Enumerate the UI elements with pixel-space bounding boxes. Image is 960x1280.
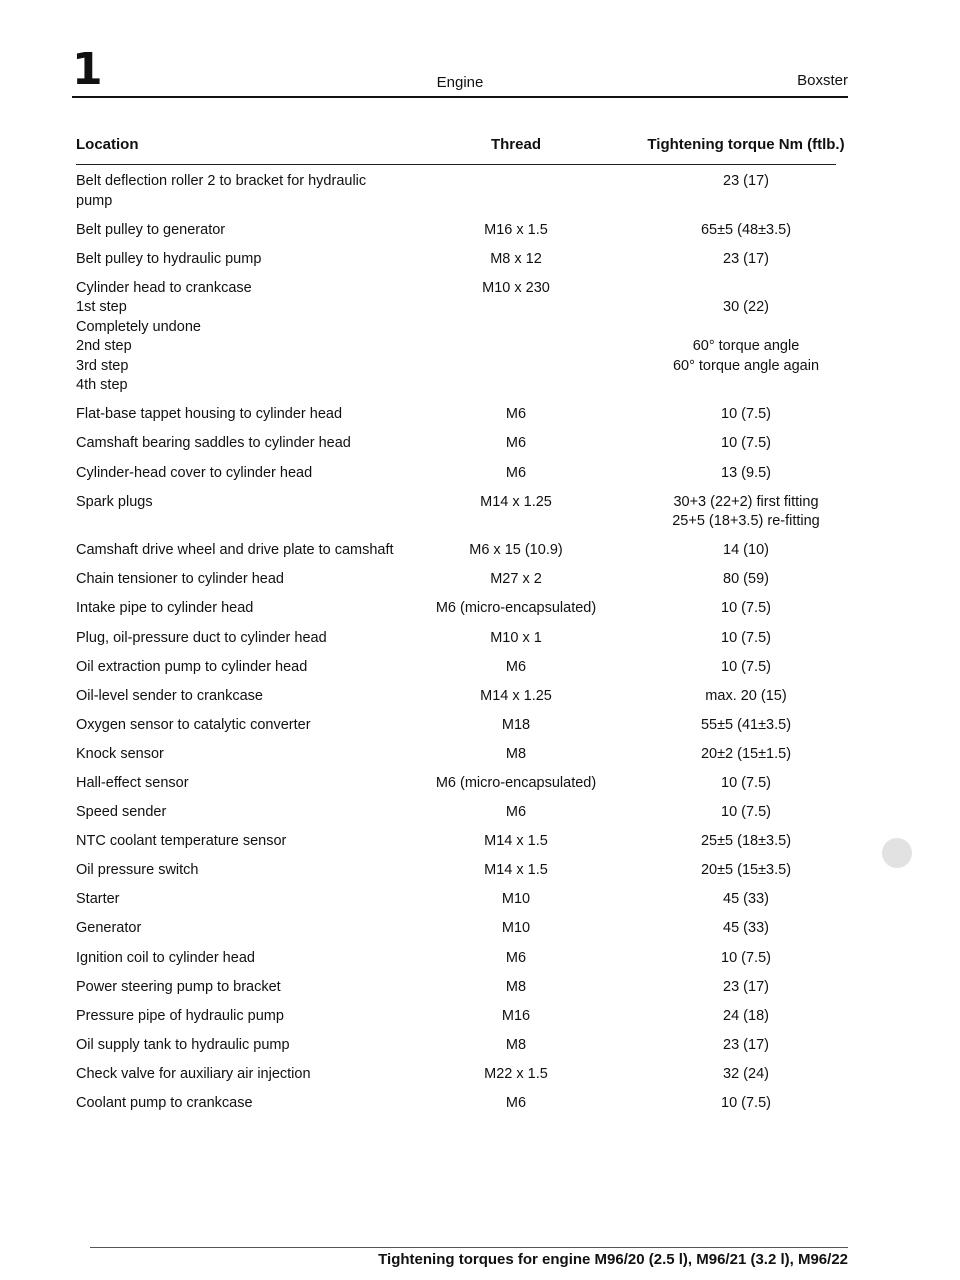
- cell-location: [76, 405, 421, 425]
- cell-location-line: Cylinder-head cover to cylinder head: [76, 464, 313, 481]
- cell-torque-line: 23 (17): [723, 978, 769, 995]
- cell-location: [76, 221, 421, 241]
- table-row: [76, 803, 836, 823]
- cell-location-line: Oil supply tank to hydraulic pump: [76, 1036, 290, 1053]
- cell-thread: [416, 803, 616, 823]
- cell-location-line: Power steering pump to bracket: [76, 978, 281, 995]
- cell-torque-line: 23 (17): [723, 1036, 769, 1053]
- table-row: [76, 745, 836, 765]
- table-row: [76, 464, 836, 484]
- cell-torque: [621, 464, 871, 484]
- cell-torque-line: 24 (18): [723, 1007, 769, 1024]
- model-name: Boxster: [797, 72, 848, 89]
- cell-thread-line: M16 x 1.5: [484, 221, 548, 238]
- table-row: [76, 279, 836, 396]
- cell-location: [76, 1036, 421, 1056]
- table-row: [76, 687, 836, 707]
- cell-thread: [416, 716, 616, 736]
- cell-location: [76, 978, 421, 998]
- cell-torque-line: 20±2 (15±1.5): [700, 745, 792, 762]
- cell-thread: [416, 774, 616, 794]
- cell-thread: [416, 279, 616, 299]
- cell-location: [76, 658, 421, 678]
- cell-torque-line: 14 (10): [723, 542, 769, 559]
- cell-thread: [416, 493, 616, 513]
- cell-thread: [416, 464, 616, 484]
- page-header: [72, 44, 848, 98]
- table-row: [76, 221, 836, 241]
- cell-torque: [621, 861, 871, 881]
- cell-thread: [416, 745, 616, 765]
- cell-thread-line: M8: [505, 745, 527, 762]
- cell-location: [76, 1094, 421, 1114]
- cell-location-line: [76, 512, 421, 532]
- cell-thread-line: M10 x 1: [490, 629, 542, 646]
- table-row: [76, 919, 836, 939]
- cell-location-line: Completely undone: [76, 318, 201, 335]
- cell-location-line: Hall-effect sensor: [76, 775, 189, 791]
- cell-torque: [621, 919, 871, 939]
- cell-torque: [621, 493, 871, 532]
- header-rule: [72, 96, 848, 98]
- cell-thread-line: M6: [505, 464, 527, 481]
- table-row: [76, 890, 836, 910]
- cell-thread-line: M10 x 230: [482, 279, 550, 296]
- cell-torque-line: 80 (59): [723, 571, 769, 588]
- cell-torque-line: 10 (7.5): [721, 1095, 771, 1112]
- cell-location-line: Oxygen sensor to catalytic converter: [76, 716, 311, 733]
- cell-torque: [621, 687, 871, 707]
- cell-location-line: Cylinder head to crankcase: [76, 279, 252, 296]
- cell-location: [76, 890, 421, 910]
- cell-location-line: Knock sensor: [76, 745, 164, 762]
- table-row: [76, 774, 836, 794]
- cell-torque: [621, 405, 871, 425]
- cell-thread-line: M6: [505, 804, 527, 821]
- cell-thread-line: M6: [505, 658, 527, 675]
- cell-torque: [621, 949, 871, 969]
- cell-torque: [621, 978, 871, 998]
- cell-location-line: Oil extraction pump to cylinder head: [76, 658, 308, 675]
- cell-thread: [416, 658, 616, 678]
- column-header-thread: Thread: [490, 136, 541, 153]
- cell-location-line: Belt deflection roller 2 to bracket for hydraulic: [76, 173, 367, 189]
- cell-torque: [621, 1007, 871, 1027]
- cell-thread-line: M6: [505, 435, 527, 452]
- cell-thread: [416, 978, 616, 998]
- cell-thread-line: M8: [505, 978, 527, 995]
- cell-torque-line: max. 20 (15): [705, 687, 787, 704]
- table-row: [76, 629, 836, 649]
- cell-thread: [416, 890, 616, 910]
- cell-torque-line: 30 (22): [723, 299, 769, 316]
- cell-location-line: Starter: [76, 891, 120, 908]
- cell-torque: [621, 1094, 871, 1114]
- cell-location-line: Intake pipe to cylinder head: [76, 600, 254, 617]
- cell-location-line: Generator: [76, 920, 142, 937]
- cell-thread: [416, 434, 616, 454]
- table-row: [76, 493, 836, 532]
- cell-thread-line: M6: [505, 1095, 527, 1112]
- cell-location-line: Check valve for auxiliary air injection: [76, 1065, 311, 1082]
- cell-thread-line: M14 x 1.5: [484, 833, 548, 850]
- cell-location-line: pump: [76, 192, 113, 209]
- cell-torque: [621, 434, 871, 454]
- cell-location: [76, 434, 421, 454]
- cell-location: [76, 172, 421, 211]
- cell-torque: [621, 250, 871, 270]
- cell-torque-line: 25±5 (18±3.5): [700, 833, 792, 850]
- cell-thread-line: M14 x 1.25: [480, 687, 552, 704]
- cell-location-line: 1st step: [76, 299, 127, 316]
- cell-location: [76, 570, 421, 590]
- cell-thread: [416, 541, 616, 561]
- cell-thread-line: M6 x 15 (10.9): [469, 542, 563, 559]
- cell-torque: [621, 745, 871, 765]
- cell-thread: [416, 949, 616, 969]
- table-row: [76, 405, 836, 425]
- cell-torque: [621, 774, 871, 794]
- cell-thread: [416, 250, 616, 270]
- cell-thread: [416, 832, 616, 852]
- table-row: [76, 172, 836, 211]
- cell-torque: [621, 803, 871, 823]
- cell-thread: [416, 1065, 616, 1085]
- cell-torque-line: 10 (7.5): [721, 775, 771, 791]
- cell-torque: [621, 832, 871, 852]
- cell-location: [76, 279, 421, 396]
- cell-location-line: Flat-base tappet housing to cylinder head: [76, 406, 343, 423]
- cell-thread-line: M14 x 1.5: [484, 862, 548, 879]
- cell-thread: [416, 861, 616, 881]
- cell-thread-line: M6 (micro-encapsulated): [435, 600, 597, 617]
- table-row: [76, 599, 836, 619]
- cell-location-line: Oil pressure switch: [76, 862, 199, 879]
- cell-thread: [416, 687, 616, 707]
- cell-location-line: Belt pulley to hydraulic pump: [76, 250, 262, 267]
- cell-torque-line: 10 (7.5): [721, 949, 771, 966]
- cell-location-line: Coolant pump to crankcase: [76, 1095, 253, 1112]
- cell-thread: [416, 1007, 616, 1027]
- cell-thread: [416, 221, 616, 241]
- cell-thread-line: M22 x 1.5: [484, 1065, 548, 1082]
- cell-torque-line: 13 (9.5): [721, 464, 771, 481]
- cell-torque: [621, 570, 871, 590]
- cell-torque: [621, 221, 871, 241]
- table-header: [76, 136, 845, 164]
- cell-torque: [621, 890, 871, 910]
- cell-thread-line: M16: [501, 1007, 531, 1024]
- cell-torque: [621, 1065, 871, 1085]
- table-row: [76, 1036, 836, 1056]
- table-row: [76, 541, 836, 561]
- cell-location-line: 3rd step: [76, 357, 129, 374]
- cell-torque-line: 10 (7.5): [721, 600, 771, 617]
- footer-rule: [90, 1247, 848, 1248]
- cell-thread-line: M8: [505, 1036, 527, 1053]
- cell-torque: [621, 279, 871, 377]
- torque-table: [76, 136, 845, 1123]
- cell-location-line: Pressure pipe of hydraulic pump: [76, 1007, 284, 1024]
- cell-location-line: Oil-level sender to crankcase: [76, 687, 263, 704]
- cell-location-line: Speed sender: [76, 804, 167, 821]
- table-row: [76, 658, 836, 678]
- cell-location: [76, 541, 421, 561]
- header-divider: [76, 164, 836, 165]
- cell-location: [76, 599, 421, 619]
- cell-torque-line: 60° torque angle: [692, 338, 800, 355]
- cell-location: [76, 1065, 421, 1085]
- cell-location: [76, 629, 421, 649]
- cell-torque-line: [621, 279, 871, 299]
- cell-location: [76, 493, 421, 532]
- cell-location-line: NTC coolant temperature sensor: [76, 833, 287, 850]
- chapter-number: 1: [72, 44, 103, 95]
- cell-thread: [416, 405, 616, 425]
- table-row: [76, 832, 836, 852]
- cell-torque: [621, 599, 871, 619]
- cell-thread: [416, 570, 616, 590]
- cell-location-line: 2nd step: [76, 338, 132, 355]
- cell-torque-line: 10 (7.5): [721, 435, 771, 452]
- cell-location-line: Spark plugs: [76, 493, 153, 510]
- cell-location-line: Belt pulley to generator: [76, 221, 226, 238]
- cell-torque-line: 45 (33): [723, 920, 769, 937]
- cell-thread-line: M6: [505, 406, 527, 423]
- cell-torque: [621, 172, 871, 192]
- table-row: [76, 1094, 836, 1114]
- column-header-location: Location: [76, 136, 139, 153]
- cell-thread: [416, 629, 616, 649]
- cell-torque-line: 65±5 (48±3.5): [700, 221, 792, 238]
- cell-location-line: Camshaft drive wheel and drive plate to camshaft: [76, 542, 394, 559]
- cell-thread: [416, 1094, 616, 1114]
- cell-torque-line: 10 (7.5): [721, 406, 771, 423]
- cell-torque: [621, 658, 871, 678]
- table-row: [76, 949, 836, 969]
- cell-torque-line: 60° torque angle again: [672, 357, 820, 374]
- cell-location: [76, 832, 421, 852]
- cell-location: [76, 464, 421, 484]
- cell-torque-line: [621, 318, 871, 338]
- cell-location-line: Ignition coil to cylinder head: [76, 949, 255, 966]
- table-row: [76, 1065, 836, 1085]
- cell-location-line: Camshaft bearing saddles to cylinder head: [76, 435, 351, 452]
- cell-thread-line: M10: [501, 920, 531, 937]
- cell-thread-line: M6 (micro-encapsulated): [435, 775, 597, 791]
- table-row: [76, 1007, 836, 1027]
- cell-thread-line: M14 x 1.25: [480, 493, 552, 510]
- cell-location: [76, 949, 421, 969]
- cell-torque-line: 23 (17): [723, 250, 769, 267]
- cell-torque-line: 20±5 (15±3.5): [700, 862, 792, 879]
- table-body: [76, 172, 836, 1114]
- cell-thread: [416, 919, 616, 939]
- cell-location: [76, 919, 421, 939]
- cell-location: [76, 803, 421, 823]
- table-row: [76, 978, 836, 998]
- cell-location: [76, 774, 421, 794]
- cell-location: [76, 745, 421, 765]
- table-row: [76, 434, 836, 454]
- cell-thread-line: M10: [501, 891, 531, 908]
- cell-torque-line: 23 (17): [723, 173, 769, 189]
- cell-torque-line: 25+5 (18+3.5) re-fitting: [672, 513, 820, 530]
- cell-thread-line: M8 x 12: [490, 250, 542, 267]
- section-title: Engine: [436, 74, 484, 91]
- cell-torque-line: 10 (7.5): [721, 658, 771, 675]
- footer-title: Tightening torques for engine M96/20 (2.5 l), M96/21 (3.2 l), M96/22: [378, 1251, 848, 1268]
- cell-location-line: Chain tensioner to cylinder head: [76, 571, 284, 588]
- cell-torque: [621, 629, 871, 649]
- cell-torque: [621, 716, 871, 736]
- cell-thread: [416, 599, 616, 619]
- cell-thread-line: M6: [505, 949, 527, 966]
- table-row: [76, 861, 836, 881]
- cell-torque: [621, 541, 871, 561]
- table-row: [76, 570, 836, 590]
- cell-torque-line: 32 (24): [723, 1065, 769, 1082]
- cell-location: [76, 716, 421, 736]
- cell-torque-line: 10 (7.5): [721, 804, 771, 821]
- cell-thread-line: M18: [501, 716, 531, 733]
- cell-torque: [621, 1036, 871, 1056]
- cell-torque-line: 45 (33): [723, 891, 769, 908]
- cell-location-line: Plug, oil-pressure duct to cylinder head: [76, 629, 327, 646]
- cell-location: [76, 1007, 421, 1027]
- cell-thread: [416, 1036, 616, 1056]
- cell-torque-line: 10 (7.5): [721, 629, 771, 646]
- column-header-torque: Tightening torque Nm (ftlb.): [647, 136, 845, 153]
- cell-torque-line: 30+3 (22+2) first fitting: [673, 493, 819, 510]
- cell-location: [76, 861, 421, 881]
- cell-location: [76, 687, 421, 707]
- table-row: [76, 716, 836, 736]
- table-row: [76, 250, 836, 270]
- cell-thread-line: M27 x 2: [490, 571, 542, 588]
- cell-torque-line: 55±5 (41±3.5): [700, 716, 792, 733]
- cell-location: [76, 250, 421, 270]
- decorative-dot: [882, 838, 912, 868]
- cell-location-line: 4th step: [76, 377, 128, 394]
